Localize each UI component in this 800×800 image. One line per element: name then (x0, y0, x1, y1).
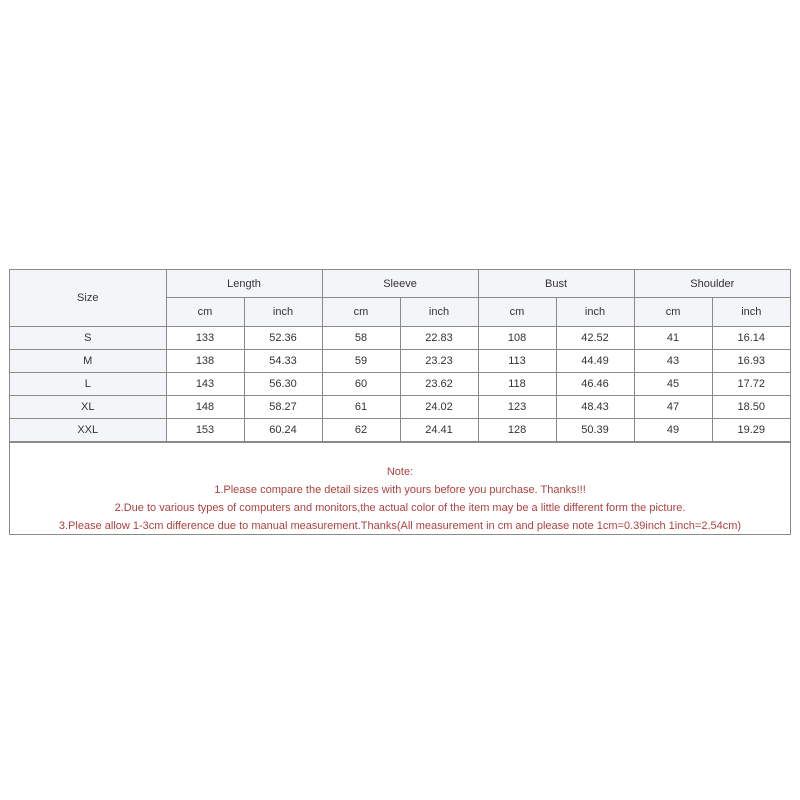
note-line: 1.Please compare the detail sizes with yours before you purchase. Thanks!!! (214, 484, 586, 496)
table-cell: 58 (322, 327, 400, 350)
table-cell: 23.23 (400, 350, 478, 373)
unit-header-inch: inch (712, 298, 790, 327)
table-cell: 18.50 (712, 396, 790, 419)
table-cell: 52.36 (244, 327, 322, 350)
table-cell: 56.30 (244, 373, 322, 396)
table-cell: 60 (322, 373, 400, 396)
table-cell: 62 (322, 419, 400, 442)
table-cell: 59 (322, 350, 400, 373)
size-cell: M (10, 350, 166, 373)
table-row (10, 396, 790, 419)
table-cell: 118 (478, 373, 556, 396)
notes-section (10, 442, 790, 534)
unit-header-cm: cm (478, 298, 556, 327)
note-line: 2.Due to various types of computers and monitors,the actual color of the item may be a little different form the picture. (114, 502, 686, 514)
unit-header-inch: inch (400, 298, 478, 327)
unit-header-cm: cm (322, 298, 400, 327)
table-cell: 46.46 (556, 373, 634, 396)
size-chart (9, 269, 791, 535)
table-cell: 22.83 (400, 327, 478, 350)
size-cell: XXL (10, 419, 166, 442)
table-cell: 108 (478, 327, 556, 350)
table-cell: 42.52 (556, 327, 634, 350)
table-cell: 123 (478, 396, 556, 419)
table-cell: 61 (322, 396, 400, 419)
size-table (10, 270, 790, 442)
table-cell: 23.62 (400, 373, 478, 396)
table-cell: 50.39 (556, 419, 634, 442)
table-cell: 128 (478, 419, 556, 442)
size-cell: S (10, 327, 166, 350)
table-row (10, 373, 790, 396)
table-cell: 138 (166, 350, 244, 373)
table-row (10, 327, 790, 350)
unit-header-inch: inch (244, 298, 322, 327)
size-cell: L (10, 373, 166, 396)
unit-header-inch: inch (556, 298, 634, 327)
table-cell: 58.27 (244, 396, 322, 419)
notes-title: Note: (386, 466, 414, 478)
table-cell: 113 (478, 350, 556, 373)
size-header: Size (10, 270, 166, 327)
table-cell: 45 (634, 373, 712, 396)
header-row-groups (10, 270, 790, 298)
table-cell: 24.41 (400, 419, 478, 442)
table-cell: 16.14 (712, 327, 790, 350)
table-cell: 43 (634, 350, 712, 373)
table-cell: 19.29 (712, 419, 790, 442)
table-cell: 143 (166, 373, 244, 396)
group-header-length: Length (166, 270, 322, 298)
unit-header-cm: cm (634, 298, 712, 327)
group-header-sleeve: Sleeve (322, 270, 478, 298)
table-cell: 54.33 (244, 350, 322, 373)
table-cell: 16.93 (712, 350, 790, 373)
size-cell: XL (10, 396, 166, 419)
table-cell: 60.24 (244, 419, 322, 442)
table-cell: 44.49 (556, 350, 634, 373)
group-header-bust: Bust (478, 270, 634, 298)
table-cell: 49 (634, 419, 712, 442)
table-row (10, 350, 790, 373)
table-row (10, 419, 790, 442)
table-cell: 47 (634, 396, 712, 419)
table-cell: 133 (166, 327, 244, 350)
table-cell: 41 (634, 327, 712, 350)
table-cell: 148 (166, 396, 244, 419)
unit-header-cm: cm (166, 298, 244, 327)
note-line: 3.Please allow 1-3cm difference due to manual measurement.Thanks(All measurement in cm and please note 1cm=0.39inch 1inch=2.54cm) (58, 520, 742, 532)
table-cell: 153 (166, 419, 244, 442)
table-cell: 24.02 (400, 396, 478, 419)
group-header-shoulder: Shoulder (634, 270, 790, 298)
table-cell: 48.43 (556, 396, 634, 419)
table-cell: 17.72 (712, 373, 790, 396)
